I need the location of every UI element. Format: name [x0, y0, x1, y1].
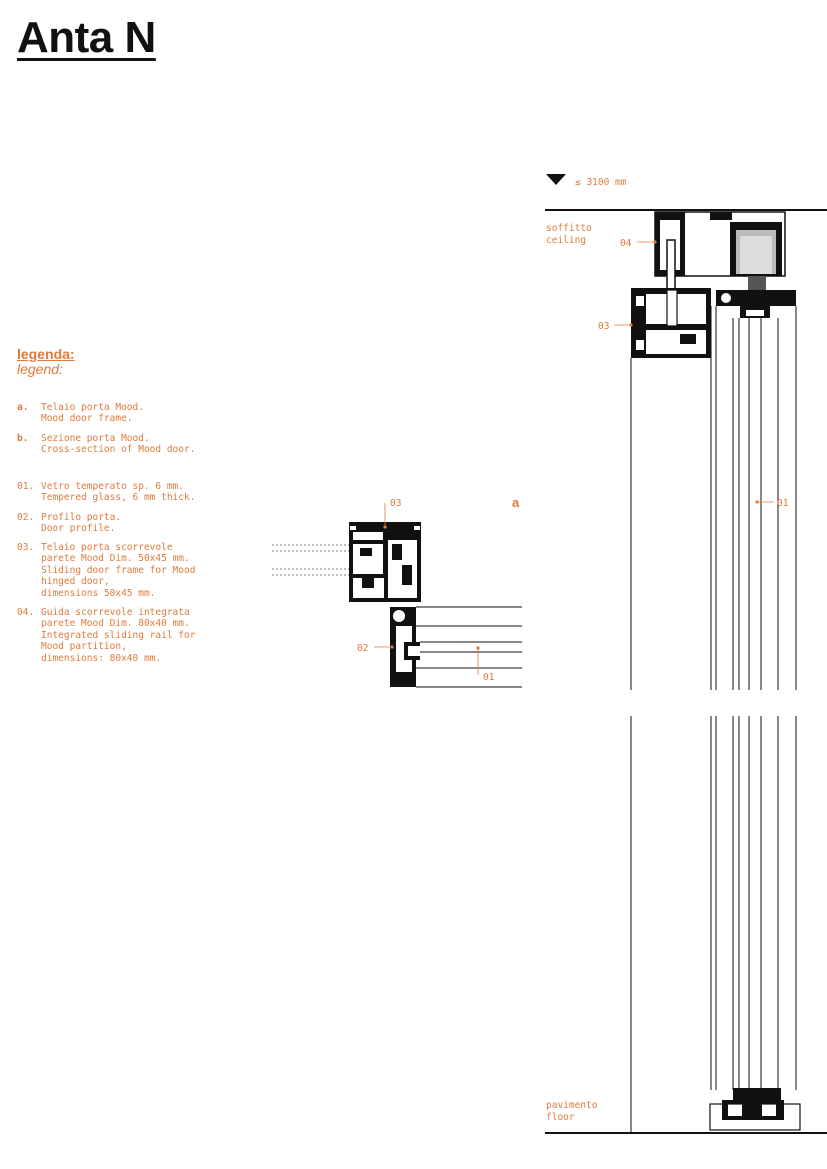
label-01-b: 01 [777, 498, 789, 509]
height-triangle-icon [546, 174, 566, 185]
glass-panel-01 [416, 607, 522, 687]
door-profile-02 [390, 607, 424, 687]
legend-line: parete Mood Dim. 50x45 mm. [41, 553, 190, 565]
legend-line: Door profile. [41, 523, 116, 535]
dashed-glass-lines [272, 545, 350, 575]
section-b [545, 174, 827, 1133]
legend-line: Profilo porta. [41, 512, 122, 523]
legend-line: Telaio porta Mood. [41, 402, 144, 413]
label-03-b: 03 [598, 321, 610, 332]
door-head-profile [716, 290, 796, 318]
page-title: Anta N [17, 13, 156, 62]
label-03-a: 03 [390, 498, 402, 509]
legend-line: hinged door, [41, 576, 110, 588]
label-01-a: 01 [483, 672, 495, 683]
legend-line: Mood door frame. [41, 413, 133, 425]
legend-code: 04. [17, 607, 35, 618]
ceiling-label-en: ceiling [546, 235, 587, 246]
legend-line: Sliding door frame for Mood [41, 564, 196, 576]
legend-code: b. [17, 433, 29, 444]
label-04-b: 04 [620, 238, 632, 249]
legend-code: 01. [17, 481, 35, 492]
panel-lines-lower [631, 716, 796, 1133]
legend-code: 03. [17, 542, 35, 553]
legend-line: Sezione porta Mood. [41, 433, 150, 444]
label-02-a: 02 [357, 643, 369, 654]
legend-code: a. [17, 402, 29, 413]
legend-line: parete Mood Dim. 80x40 mm. [41, 618, 190, 630]
legend-line: Cross-section of Mood door. [41, 444, 196, 456]
legend-line: Integrated sliding rail for [41, 629, 196, 641]
floor-label-it: pavimento [546, 1100, 598, 1111]
legend-line: Tempered glass, 6 mm thick. [41, 492, 196, 504]
door-bottom-profile [710, 1088, 800, 1130]
legend-line: dimensions 50x45 mm. [41, 587, 156, 599]
detail-a [272, 495, 522, 687]
detail-a-letter: a [512, 495, 520, 510]
floor-label-en: floor [546, 1112, 575, 1123]
door-frame-03 [631, 288, 711, 358]
legend-line: Vetro temperato sp. 6 mm. [41, 481, 184, 492]
legend-title: legenda: [17, 346, 75, 362]
legend-line: Telaio porta scorrevole [41, 542, 173, 553]
height-label: ≤ 3100 mm [575, 177, 627, 188]
panel-lines-upper [631, 306, 796, 690]
legend-line: Mood partition, [41, 641, 127, 653]
legend-subtitle: legend: [17, 361, 63, 377]
legend-code: 02. [17, 512, 35, 523]
frame-profile-03 [349, 522, 421, 602]
legend-line: Guida scorrevole integrata [41, 607, 190, 618]
ceiling-label-it: soffitto [546, 223, 592, 234]
legend-line: dimensions: 80x40 mm. [41, 652, 162, 664]
